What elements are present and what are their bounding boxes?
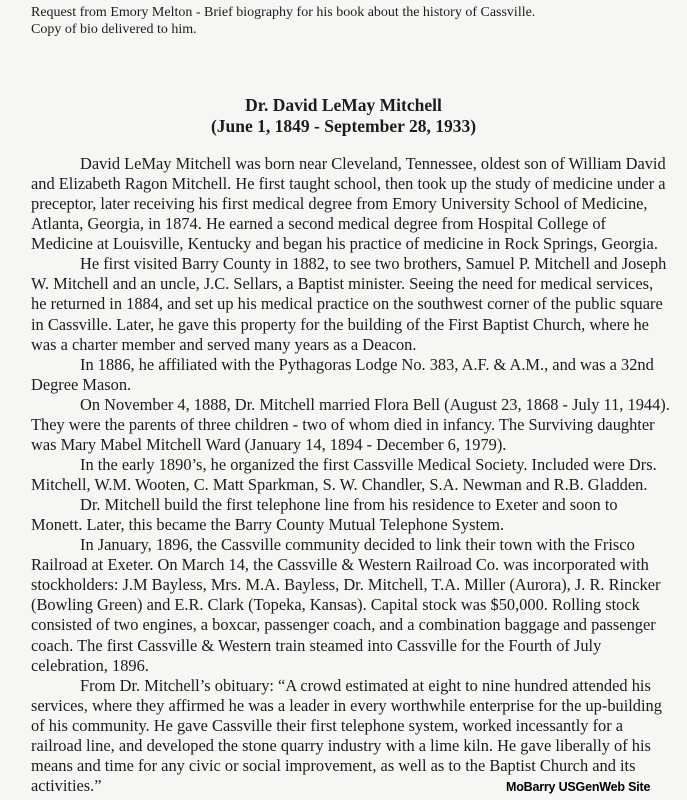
paragraph-line: preceptor, later receiving his first medical degree from Emory University School of Medicine, xyxy=(31,194,648,214)
paragraph-line: W. Mitchell and an uncle, J.C. Sellars, a Baptist minister. Seeing the need for medical services, xyxy=(31,274,654,294)
life-dates: (June 1, 1849 - September 28, 1933) xyxy=(210,116,477,136)
biography-body xyxy=(31,154,687,796)
paragraph xyxy=(31,154,687,254)
page-title: Dr. David LeMay Mitchell xyxy=(245,95,442,115)
paragraph xyxy=(31,455,687,495)
paragraph-line: Mitchell, W.M. Wooten, C. Matt Sparkman, S. W. Chandler, S.A. Newman and R.B. Gladden. xyxy=(31,475,648,494)
paragraph-line: David LeMay Mitchell was born near Cleveland, Tennessee, oldest son of William David xyxy=(80,154,666,173)
paragraph-line: coach. The first Cassville & Western train steamed into Cassville for the Fourth of July xyxy=(31,635,602,655)
paragraph xyxy=(31,254,687,354)
paragraph-line: Dr. Mitchell build the first telephone line from his residence to Exeter and soon to xyxy=(80,495,618,515)
site-watermark: MoBarry USGenWeb Site xyxy=(506,780,651,794)
paragraph-line: Medicine at Louisville, Kentucky and began his practice of medicine in Rock Springs, Georgia. xyxy=(31,234,658,254)
paragraph-line: consisted of two engines, a boxcar, passenger coach, and a combination baggage and passenger xyxy=(31,615,656,635)
paragraph-line: of his community. He gave Cassville their first telephone system, worked incessantly for a xyxy=(31,715,624,735)
paragraph-line: On November 4, 1888, Dr. Mitchell married Flora Bell (August 23, 1868 - July 11, 1944). xyxy=(80,394,670,414)
paragraph-line: Monett. Later, this became the Barry County Mutual Telephone System. xyxy=(31,515,505,535)
paragraph-line: was Mary Mabel Mitchell Ward (January 14, 1894 - December 6, 1979). xyxy=(31,434,507,454)
paragraph-line: In January, 1896, the Cassville community decided to link their town with the Frisco xyxy=(80,535,635,555)
paragraph xyxy=(31,676,687,796)
paragraph-line: In the early 1890’s, he organized the first Cassville Medical Society. Included were Drs. xyxy=(80,454,657,474)
paragraph-line: They were the parents of three children - two of whom died in infancy. The Surviving daughter xyxy=(31,414,655,434)
paragraph-line: celebration, 1896. xyxy=(31,655,149,675)
paragraph-line: and Elizabeth Ragon Mitchell. He first taught school, then took up the study of medicine under a xyxy=(31,174,666,194)
paragraph-line: Degree Mason. xyxy=(31,374,132,394)
request-note: Request from Emory Melton - Brief biography for his book about the history of Cassville. xyxy=(31,5,536,20)
paragraph-line: Railroad at Exeter. On March 14, the Cassville & Western Railroad Co. was incorporated with xyxy=(31,555,649,575)
delivery-note: Copy of bio delivered to him. xyxy=(31,22,197,37)
paragraph-line: stockholders: J.M Bayless, Mrs. M.A. Bayless, Dr. Mitchell, T.A. Miller (Aurora), J. R. Rincker xyxy=(31,575,661,595)
paragraph-line: railroad line, and developed the stone quarry industry with a lime kiln. He gave liberally of his xyxy=(31,735,651,755)
paragraph-line: activities.” xyxy=(31,775,102,795)
paragraph-line: (Bowling Green) and E.R. Clark (Topeka, Kansas). Capital stock was $50,000. Rolling stock xyxy=(31,595,640,615)
paragraph-line: From Dr. Mitchell’s obituary: “A crowd estimated at eight to nine hundred attended his xyxy=(80,675,651,695)
paragraph-line: he returned in 1884, and set up his medical practice on the southwest corner of the public square xyxy=(31,294,663,314)
paragraph-line: He first visited Barry County in 1882, to see two brothers, Samuel P. Mitchell and Joseph xyxy=(80,254,667,274)
paragraph-line: was a charter member and served many years as a Deacon. xyxy=(31,334,417,354)
paragraph-line: Atlanta, Georgia, in 1874. He earned a second medical degree from Hospital College of xyxy=(31,214,606,234)
paragraph xyxy=(31,495,687,535)
paragraph xyxy=(31,395,687,455)
paragraph-line: In 1886, he affiliated with the Pythagoras Lodge No. 383, A.F. & A.M., and was a 32nd xyxy=(80,354,654,374)
paragraph xyxy=(31,535,687,675)
paragraph-line: in Cassville. Later, he gave this property for the building of the First Baptist Church, where he xyxy=(31,314,649,334)
paragraph-line: means and time for any civic or social improvement, as well as to the Baptist Church and its xyxy=(31,755,636,775)
paragraph-line: services, where they affirmed he was a leader in every worthwhile enterprise for the up-building xyxy=(31,695,662,715)
paragraph xyxy=(31,355,687,395)
